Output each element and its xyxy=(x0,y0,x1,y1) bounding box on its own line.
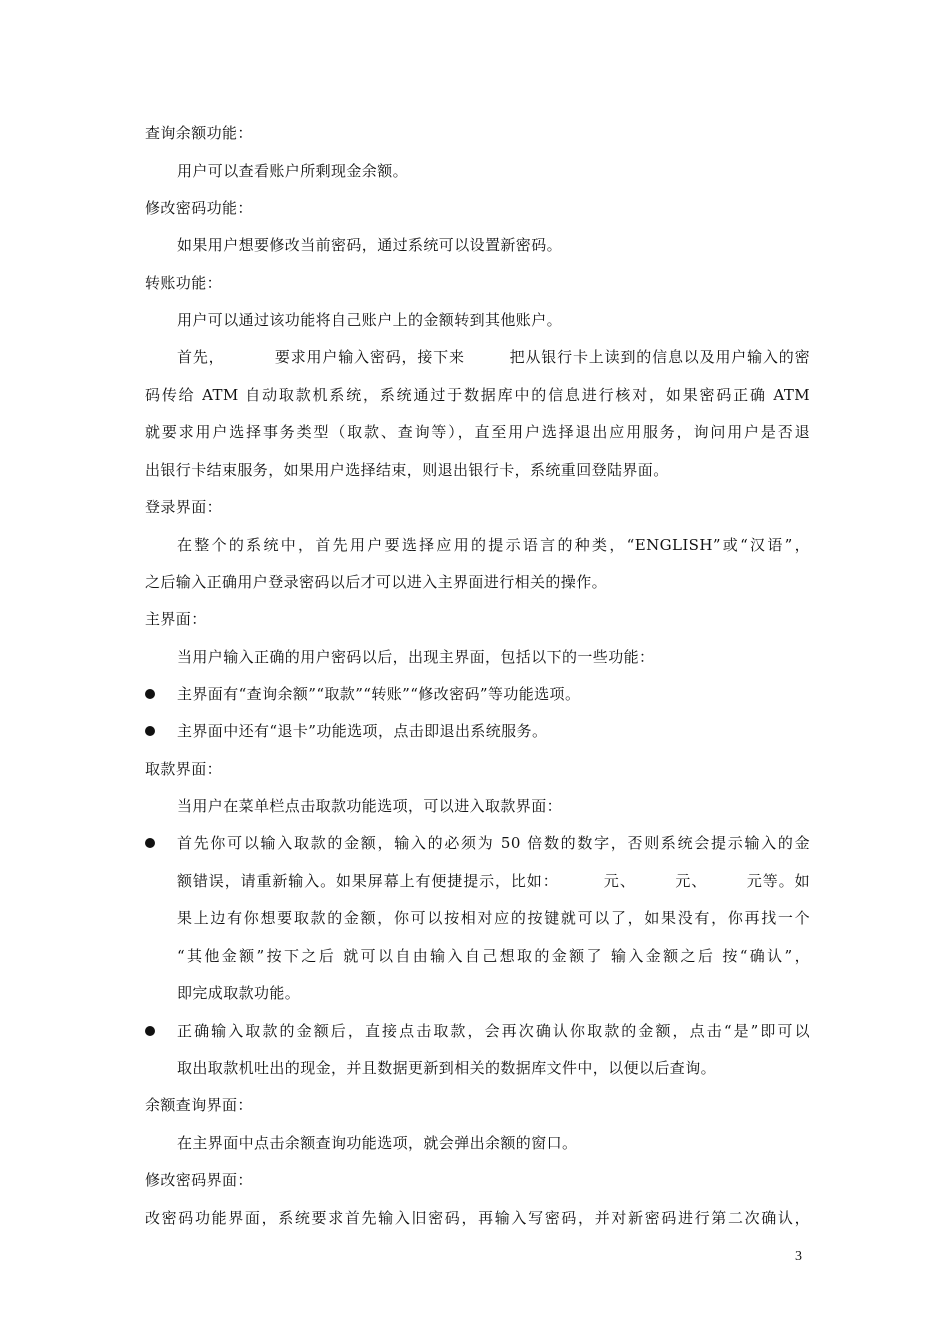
paragraph-transfer: 用户可以通过该功能将自己账户上的金额转到其他账户。 xyxy=(177,311,563,329)
bullet-icon xyxy=(145,689,155,699)
heading-main: 主界面： xyxy=(145,610,207,628)
bullet-main-options: 主界面有“查询余额”“取款”“转账”“修改密码”等功能选项。 xyxy=(177,685,581,703)
bullet-withdraw-amount-line-2: 额错误，请重新输入。如果屏幕上有便捷提示，比如： 元、 元、 元等。如 xyxy=(177,872,810,890)
paragraph-process-line-3: 就要求用户选择事务类型（取款、查询等），直至用户选择退出应用服务，询问用户是否退 xyxy=(145,423,810,441)
bullet-icon xyxy=(145,1026,155,1036)
paragraph-withdraw: 当用户在菜单栏点击取款功能选项，可以进入取款界面： xyxy=(177,797,563,815)
paragraph-change-password: 如果用户想要修改当前密码，通过系统可以设置新密码。 xyxy=(177,236,563,254)
paragraph-password-screen: 改密码功能界面，系统要求首先输入旧密码，再输入写密码，并对新密码进行第二次确认， xyxy=(145,1209,810,1227)
bullet-confirm-line-1: 正确输入取款的金额后，直接点击取款，会再次确认你取款的金额，点击“是”即可以 xyxy=(177,1022,810,1040)
bullet-withdraw-amount-line-4: “其他金额”按下之后 就可以自由输入自己想取的金额了 输入金额之后 按“确认”， xyxy=(177,947,810,965)
bullet-icon xyxy=(145,838,155,848)
bullet-withdraw-amount-line-5: 即完成取款功能。 xyxy=(177,984,301,1002)
heading-withdraw: 取款界面： xyxy=(145,760,223,778)
heading-password-screen: 修改密码界面： xyxy=(145,1171,253,1189)
paragraph-balance-query: 用户可以查看账户所剩现金余额。 xyxy=(177,162,409,180)
paragraph-login-line-2: 之后输入正确用户登录密码以后才可以进入主界面进行相关的操作。 xyxy=(145,573,608,591)
paragraph-process-line-4: 出银行卡结束服务，如果用户选择结束，则退出银行卡，系统重回登陆界面。 xyxy=(145,461,669,479)
heading-change-password: 修改密码功能： xyxy=(145,199,253,217)
paragraph-main: 当用户输入正确的用户密码以后，出现主界面，包括以下的一些功能： xyxy=(177,648,655,666)
heading-login: 登录界面： xyxy=(145,498,223,516)
paragraph-process-line-1: 首先， 要求用户输入密码，接下来 把从银行卡上读到的信息以及用户输入的密 xyxy=(177,348,810,366)
paragraph-balance-screen: 在主界面中点击余额查询功能选项，就会弹出余额的窗口。 xyxy=(177,1134,578,1152)
bullet-withdraw-amount-line-1: 首先你可以输入取款的金额，输入的必须为 50 倍数的数字，否则系统会提示输入的金 xyxy=(177,834,810,852)
bullet-icon xyxy=(145,726,155,736)
bullet-exit-card: 主界面中还有“退卡”功能选项，点击即退出系统服务。 xyxy=(177,722,548,740)
bullet-withdraw-amount-line-3: 果上边有你想要取款的金额，你可以按相对应的按键就可以了，如果没有，你再找一个 xyxy=(177,909,810,927)
heading-balance-query: 查询余额功能： xyxy=(145,124,253,142)
heading-balance-screen: 余额查询界面： xyxy=(145,1096,253,1114)
heading-transfer: 转账功能： xyxy=(145,274,223,292)
page-number: 3 xyxy=(795,1249,802,1264)
bullet-confirm-line-2: 取出取款机吐出的现金，并且数据更新到相关的数据库文件中，以便以后查询。 xyxy=(177,1059,717,1077)
paragraph-process-line-2: 码传给 ATM 自动取款机系统，系统通过于数据库中的信息进行核对，如果密码正确 ATM xyxy=(145,386,810,404)
paragraph-login-line-1: 在整个的系统中，首先用户要选择应用的提示语言的种类，“ENGLISH”或“汉语”， xyxy=(177,536,810,554)
